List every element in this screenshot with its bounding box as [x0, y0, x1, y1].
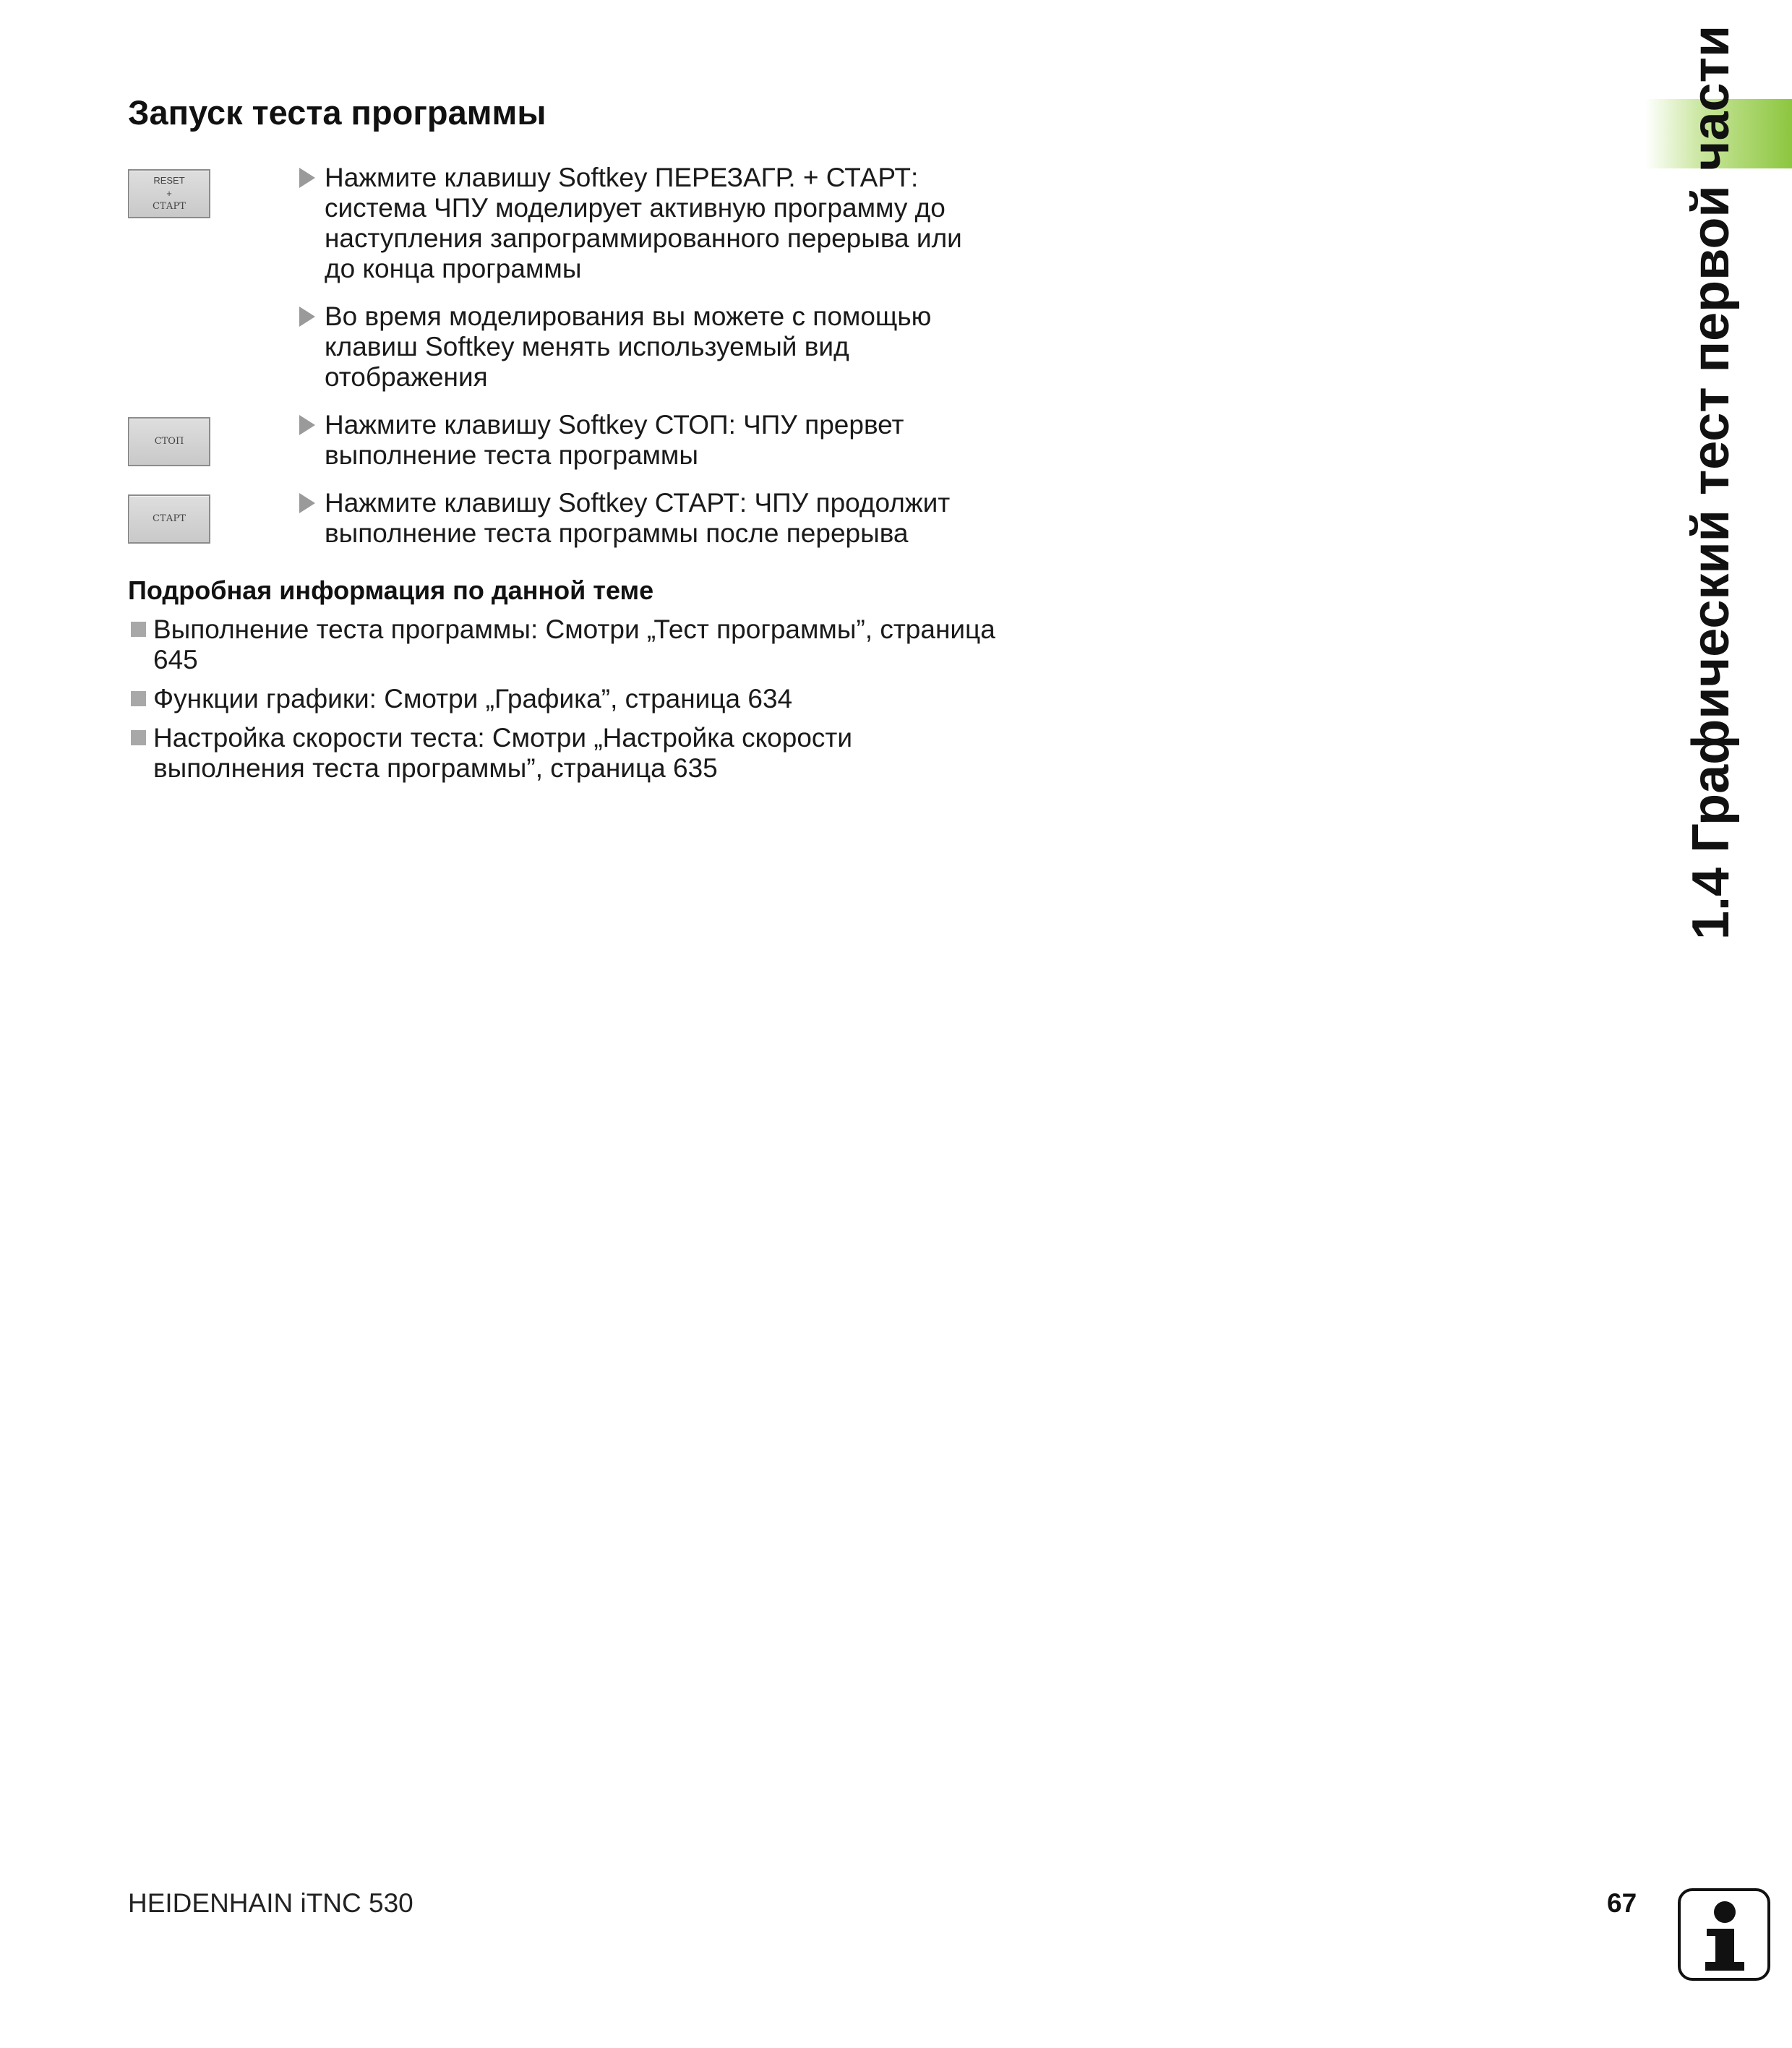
list-item — [128, 723, 995, 784]
square-bullet-icon — [131, 691, 146, 706]
step-text: Нажмите клавишу Softkey СТАРТ: ЧПУ продолжит выполнение теста программы после перерыва — [325, 488, 951, 548]
chapter-title: 1.4 Графический тест первой части — [1682, 25, 1740, 940]
list-item-text: Настройка скорости теста: Смотри „Настройка скорости выполнения теста программы”, страница 635 — [153, 723, 853, 783]
softkey-label-line1: RESET — [153, 175, 185, 186]
more-info-heading: Подробная информация по данной теме — [128, 575, 654, 605]
triangle-right-icon — [299, 493, 315, 513]
info-icon — [1678, 1888, 1770, 1981]
step-item — [297, 410, 984, 471]
list-item — [128, 614, 995, 675]
step-item — [297, 163, 984, 284]
softkey-label-line3: СТАРТ — [153, 201, 186, 212]
more-info-list — [128, 614, 995, 792]
footer-product: HEIDENHAIN iTNC 530 — [128, 1888, 413, 1918]
square-bullet-icon — [131, 622, 146, 637]
triangle-right-icon — [299, 415, 315, 435]
step-item — [297, 301, 984, 393]
step-text: Во время моделирования вы можете с помощью клавиш Softkey менять используемый вид отображения — [325, 301, 932, 392]
step-item — [297, 488, 984, 549]
softkey-label: СТАРТ — [153, 513, 186, 524]
list-item-text: Выполнение теста программы: Смотри „Тест программы”, страница 645 — [153, 614, 995, 674]
list-item — [128, 684, 995, 714]
page-number: 67 — [1607, 1888, 1637, 1918]
step-text: Нажмите клавишу Softkey ПЕРЕЗАГР. + СТАРТ: система ЧПУ моделирует активную программу до наступления запрограммированного перерыва или до конца программы — [325, 163, 962, 283]
softkey-label: СТОП — [154, 436, 184, 447]
stop-softkey[interactable] — [128, 417, 210, 466]
square-bullet-icon — [131, 730, 146, 745]
reset-start-softkey[interactable] — [128, 169, 210, 218]
start-softkey[interactable] — [128, 494, 210, 544]
list-item-text: Функции графики: Смотри „Графика”, страница 634 — [153, 684, 793, 714]
section-title: Запуск теста программы — [128, 93, 546, 132]
softkey-label-line2: + — [166, 188, 172, 199]
step-text: Нажмите клавишу Softkey СТОП: ЧПУ прервет выполнение теста программы — [325, 410, 904, 470]
triangle-right-icon — [299, 168, 315, 188]
triangle-right-icon — [299, 307, 315, 327]
